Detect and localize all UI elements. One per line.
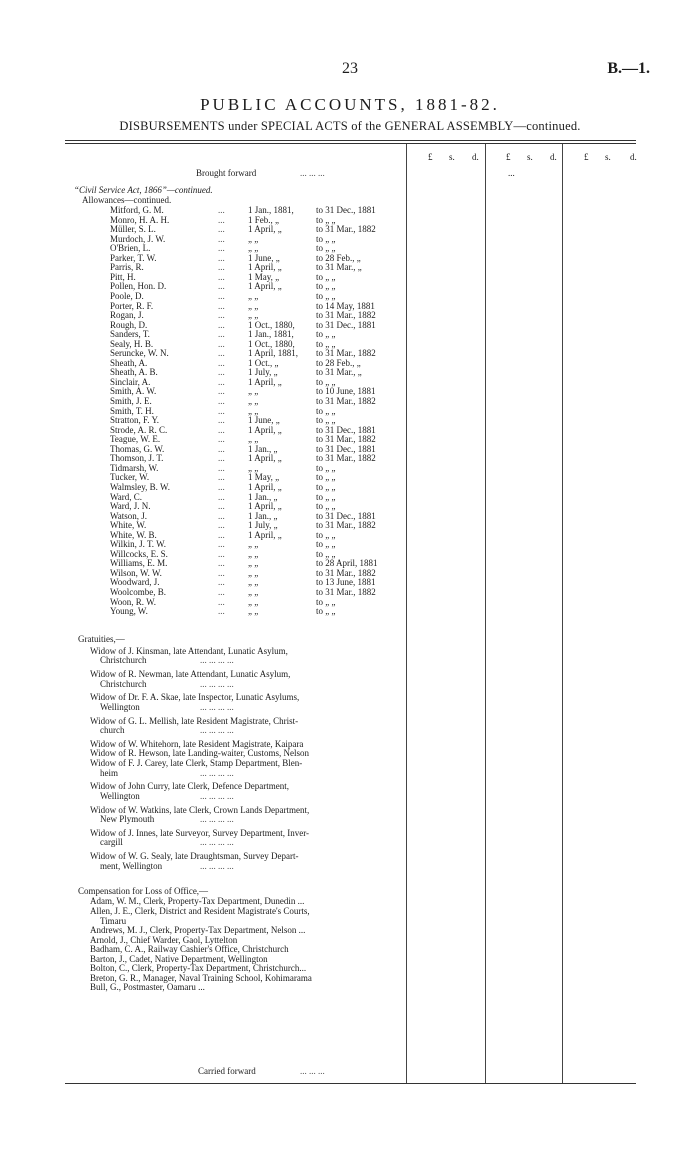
gratuity-line: Christchurch (100, 678, 147, 689)
leader-dots: ... (218, 596, 225, 607)
act-heading: “Civil Service Act, 1866”—continued. (74, 185, 213, 195)
leader-dots: ... (218, 271, 225, 282)
leader-dots: ... (218, 290, 225, 301)
leader-dots: ... (218, 567, 225, 578)
allowance-from: 1 April, „ (248, 529, 282, 540)
allowance-to: to 10 June, 1881 (316, 386, 376, 397)
leader-dots: ... (218, 558, 225, 569)
allowance-to: to „ „ (316, 290, 336, 301)
leader-dots: ... (218, 310, 225, 321)
allowance-from: 1 Oct., 1880, (248, 338, 295, 349)
leader-dots: ... (218, 252, 225, 263)
gratuity-line: New Plymouth (100, 814, 155, 825)
allowance-from: 1 Jan., „ (248, 510, 278, 521)
leader-dots: ... (218, 329, 225, 340)
allowance-from: „ „ (248, 606, 259, 617)
allowance-name: Sinclair, A. (110, 376, 151, 387)
allowance-name: White, W. (110, 520, 147, 531)
leader-dots: ... ... ... ... (200, 814, 234, 825)
allowance-from: „ „ (248, 310, 259, 321)
compensation-heading: Compensation for Loss of Office,— (78, 886, 209, 897)
leader-dots: ... (218, 434, 225, 445)
gratuity-line: Wellington (100, 701, 140, 712)
leader-dots: ... (218, 262, 225, 273)
allowance-to: to „ „ (316, 243, 336, 254)
allowance-to: to 31 Mar., 1882 (316, 587, 376, 597)
top-rule (65, 140, 636, 141)
compensation-line: Arnold, J., Chief Warder, Gaol, Lyttelton (90, 934, 238, 945)
allowance-from: 1 Oct., „ (248, 357, 279, 368)
leader-dots: ... (218, 424, 225, 435)
allowance-from: 1 April, „ (248, 481, 282, 492)
gratuity-line: Widow of W. G. Sealy, late Draughtsman, Survey Depart- (90, 851, 299, 862)
allowance-to: to „ „ (316, 596, 336, 607)
leader-dots: ... (218, 587, 225, 597)
allowance-from: 1 Jan., 1881, (248, 329, 294, 340)
gratuity-line: Widow of J. Kinsman, late Attendant, Lunatic Asylum, (90, 645, 288, 656)
gratuity-line: Widow of F. J. Carey, late Clerk, Stamp Department, Blen- (90, 757, 303, 768)
allowance-from: 1 Feb., „ (248, 214, 279, 225)
leader-dots: ... (218, 281, 225, 292)
leader-dots: ... ... ... ... (200, 701, 234, 712)
allowance-name: Sanders, T. (110, 329, 150, 340)
compensation-line: Bull, G., Postmaster, Oamaru ... (90, 982, 205, 993)
allowance-from: 1 Jan., „ (248, 443, 278, 454)
allowance-from: 1 July, „ (248, 520, 278, 531)
allowance-to: to „ „ (316, 491, 336, 502)
gratuity-line: Widow of G. L. Mellish, late Resident Magistrate, Christ- (90, 715, 299, 726)
allowance-name: Rogan, J. (110, 310, 144, 321)
gratuity-line: Widow of J. Innes, late Surveyor, Survey Department, Inver- (90, 827, 310, 838)
allowance-from: 1 April, „ (248, 376, 282, 387)
bottom-rule (65, 1083, 636, 1084)
allowance-to: to „ „ (316, 338, 336, 349)
leader-dots: ... (218, 481, 225, 492)
leader-dots: ... (218, 300, 225, 311)
allowance-from: 1 June, „ (248, 415, 280, 426)
allowance-name: Wilson, W. W. (110, 567, 162, 578)
document-subtitle (0, 119, 700, 134)
leader-dots: ... (218, 510, 225, 521)
allowance-to: to „ „ (316, 376, 336, 387)
allowance-from: 1 April, „ (248, 424, 282, 435)
allowance-name: Tidmarsh, W. (110, 462, 159, 473)
document-reference: B.—1. (607, 60, 650, 77)
page-number: 23 (342, 60, 358, 77)
allowance-name: Wilkin, J. T. W. (110, 539, 167, 550)
leader-dots: ... (218, 453, 225, 464)
allowance-name: Pitt, H. (110, 271, 136, 282)
allowance-name: Porter, R. F. (110, 300, 154, 311)
allowance-name: Willcocks, E. S. (110, 548, 168, 559)
allowance-name: Ward, J. N. (110, 501, 151, 512)
allowance-from: 1 April, 1881, (248, 348, 299, 359)
compensation-line: Badham, C. A., Railway Cashier's Office, Christchurch (90, 944, 289, 955)
document-title: PUBLIC ACCOUNTS, 1881-82. (200, 95, 500, 114)
leader-dots: ... (218, 386, 225, 397)
gratuity-line: Widow of R. Hewson, late Landing-waiter, Customs, Nelson (90, 748, 309, 759)
allowance-from: 1 Jan., „ (248, 491, 278, 502)
gratuity-line: church (100, 725, 125, 736)
leader-dots: ... ... ... ... (200, 767, 234, 778)
leader-dots: ... (218, 472, 225, 483)
allowance-from: 1 Oct., 1880, (248, 319, 295, 330)
allowance-from: „ „ (248, 243, 259, 254)
compensation-line: Andrews, M. J., Clerk, Property-Tax Department, Nelson ... (90, 925, 306, 936)
allowance-to: to 31 Mar., 1882 (316, 520, 376, 531)
allowance-to: to „ „ (316, 529, 336, 540)
pound-symbol: £ (428, 152, 433, 162)
allowance-to: to 31 Dec., 1881 (316, 205, 376, 215)
leader-dots: ... (218, 520, 225, 531)
leader-dots: ... (218, 357, 225, 368)
allowance-name: Parris, R. (110, 262, 144, 273)
allowance-from: „ „ (248, 290, 259, 301)
allowance-name: Parker, T. W. (110, 252, 157, 263)
pence-header: d. (630, 152, 637, 162)
gratuity-line: cargill (100, 837, 123, 848)
allowance-name: Mitford, G. M. (110, 205, 164, 215)
allowance-name: White, W. B. (110, 529, 157, 540)
allowance-from: „ „ (248, 567, 259, 578)
leader-dots: ... (218, 376, 225, 387)
gratuity-line: heim (100, 767, 118, 778)
allowance-from: „ „ (248, 300, 259, 311)
leader-dots: ... (218, 539, 225, 550)
compensation-line: Adam, W. M., Clerk, Property-Tax Department, Dunedin ... (90, 896, 305, 907)
allowance-name: Rough, D. (110, 319, 148, 330)
leader-dots: ... (218, 443, 225, 454)
leader-dots: ... ... ... ... (200, 678, 234, 689)
allowance-from: „ „ (248, 577, 259, 588)
allowance-from: „ „ (248, 386, 259, 397)
allowance-from: „ „ (248, 596, 259, 607)
compensation-line: Allen, J. E., Clerk, District and Resident Magistrate's Courts, (90, 906, 310, 916)
allowance-to: to „ „ (316, 462, 336, 473)
allowance-to: to „ „ (316, 271, 336, 282)
allowance-to: to 31 Mar., 1882 (316, 453, 376, 464)
column-divider (485, 144, 486, 1083)
leader-dots: ... ... ... ... (200, 725, 234, 736)
allowance-name: Monro, H. A. H. (110, 214, 170, 225)
allowances-heading: Allowances—continued. (82, 195, 172, 205)
allowance-name: Young, W. (110, 606, 148, 617)
allowance-to: to 31 Dec., 1881 (316, 510, 376, 521)
carried-forward-label: Carried forward (198, 1066, 256, 1076)
allowance-name: Poole, D. (110, 290, 144, 301)
shillings-header: s. (527, 152, 533, 162)
allowance-to: to 31 Mar., „ (316, 262, 362, 273)
column-divider (562, 144, 563, 1083)
allowance-name: Teague, W. E. (110, 434, 161, 445)
leader-dots: ... ... ... ... (200, 790, 234, 801)
leader-dots: ... (218, 214, 225, 225)
leader-dots: ... (218, 548, 225, 559)
allowance-name: Thomas, G. W. (110, 443, 165, 454)
allowance-from: „ „ (248, 405, 259, 416)
leader-dots: ... (218, 338, 225, 349)
allowance-from: 1 June, „ (248, 252, 280, 263)
top-rule-inner (65, 143, 636, 144)
subtitle-text: DISBURSEMENTS under SPECIAL ACTS of the GENERAL ASSEMBLY—continued. (119, 119, 581, 133)
leader-dots: ... (218, 319, 225, 330)
allowance-from: 1 July, „ (248, 367, 278, 378)
allowance-to: to „ „ (316, 472, 336, 483)
leader-dots: ... (218, 577, 225, 588)
allowance-name: O'Brien, L. (110, 243, 151, 254)
allowance-to: to 31 Mar., 1882 (316, 567, 376, 578)
allowance-name: Tucker, W. (110, 472, 150, 483)
allowance-name: Strode, A. R. C. (110, 424, 168, 435)
allowance-name: Smith, J. E. (110, 396, 152, 406)
leader-dots: ... (218, 233, 225, 244)
leader-dots: ... ... ... ... (200, 837, 234, 848)
leader-dots: ... (218, 348, 225, 359)
compensation-line: Barton, J., Cadet, Native Department, Wellington (90, 953, 268, 964)
allowance-to: to „ „ (316, 214, 336, 225)
allowance-from: 1 May, „ (248, 271, 280, 282)
allowance-to: to „ „ (316, 405, 336, 416)
allowance-to: to „ „ (316, 329, 336, 340)
gratuity-line: Widow of R. Newman, late Attendant, Lunatic Asylum, (90, 668, 291, 679)
allowance-to: to „ „ (316, 539, 336, 550)
gratuity-line: Widow of Dr. F. A. Skae, late Inspector, Lunatic Asylums, (90, 692, 300, 703)
leader-dots: ... (218, 415, 225, 426)
leader-dots: ... (218, 405, 225, 416)
leader-dots: ... (218, 367, 225, 378)
gratuity-line: Christchurch (100, 655, 147, 666)
allowance-to: to 31 Dec., 1881 (316, 424, 376, 435)
pence-header: d. (550, 152, 557, 162)
allowance-from: 1 April, „ (248, 281, 282, 292)
column-divider (406, 144, 407, 1083)
shillings-header: s. (605, 152, 611, 162)
leader-dots: ... ... ... (300, 1066, 325, 1076)
leader-dots: ... (218, 606, 225, 617)
allowance-name: Sheath, A. (110, 357, 148, 368)
pound-symbol: £ (506, 152, 511, 162)
shillings-header: s. (449, 152, 455, 162)
allowance-to: to 31 Mar., 1882 (316, 396, 376, 406)
allowance-to: to „ „ (316, 481, 336, 492)
allowance-name: Müller, S. L. (110, 224, 156, 235)
allowance-to: to 31 Mar., 1882 (316, 434, 376, 445)
allowance-name: Pollen, Hon. D. (110, 281, 167, 292)
allowance-to: to 31 Mar., 1882 (316, 224, 376, 235)
leader-dots: ... (218, 529, 225, 540)
allowance-to: to „ „ (316, 501, 336, 512)
leader-dots: ... ... ... ... (200, 860, 234, 871)
compensation-line: Breton, G. R., Manager, Naval Training School, Kohimarama (90, 972, 312, 983)
allowance-from: 1 Jan., 1881, (248, 205, 294, 215)
allowance-name: Thomson, J. T. (110, 453, 164, 464)
allowance-to: to 14 May, 1881 (316, 300, 375, 311)
allowance-to: to „ „ (316, 548, 336, 559)
allowance-from: „ „ (248, 233, 259, 244)
allowance-name: Murdoch, J. W. (110, 233, 166, 244)
allowance-from: 1 April, „ (248, 262, 282, 273)
allowance-name: Stratton, F. Y. (110, 415, 160, 426)
allowance-from: 1 April, „ (248, 501, 282, 512)
leader-dots: ... ... ... (300, 168, 325, 178)
allowance-name: Williams, E. M. (110, 558, 168, 569)
leader-dots: ... (218, 462, 225, 473)
leader-dots: ... (218, 396, 225, 406)
allowance-name: Walmsley, B. W. (110, 481, 170, 492)
pence-header: d. (472, 152, 479, 162)
compensation-line: Timaru (100, 915, 127, 926)
allowance-from: „ „ (248, 548, 259, 559)
gratuity-line: Wellington (100, 790, 140, 801)
allowance-to: to 28 Feb., „ (316, 252, 361, 263)
allowance-name: Watson, J. (110, 510, 148, 521)
leader-dots: ... (218, 243, 225, 254)
gratuities-heading: Gratuities,— (78, 633, 125, 644)
allowance-name: Seruncke, W. N. (110, 348, 169, 359)
gratuity-line: ment, Wellington (100, 860, 163, 871)
brought-forward-c2: ... (508, 168, 515, 178)
allowance-to: to „ „ (316, 281, 336, 292)
allowance-to: to 13 June, 1881 (316, 577, 376, 588)
allowance-name: Woolcombe, B. (110, 587, 167, 597)
pound-symbol: £ (584, 152, 589, 162)
allowance-from: „ „ (248, 587, 259, 597)
allowance-name: Sheath, A. B. (110, 367, 158, 378)
allowance-name: Woodward, J. (110, 577, 160, 588)
allowance-name: Smith, T. H. (110, 405, 154, 416)
allowance-name: Woon, R. W. (110, 596, 157, 607)
allowance-to: to 28 April, 1881 (316, 558, 378, 569)
compensation-line: Bolton, C., Clerk, Property-Tax Department, Christchurch... (90, 963, 307, 974)
allowance-from: „ „ (248, 462, 259, 473)
allowance-to: to „ „ (316, 233, 336, 244)
allowance-to: to 31 Mar., 1882 (316, 310, 376, 321)
allowance-from: 1 April, „ (248, 224, 282, 235)
leader-dots: ... ... ... ... (200, 655, 234, 666)
allowance-to: to 31 Dec., 1881 (316, 443, 376, 454)
allowance-from: „ „ (248, 434, 259, 445)
leader-dots: ... (218, 501, 225, 512)
gratuity-line: Widow of W. Watkins, late Clerk, Crown Lands Department, (90, 804, 310, 815)
allowance-to: to 28 Feb., „ (316, 357, 361, 368)
allowance-to: to 31 Dec., 1881 (316, 319, 376, 330)
allowance-from: „ „ (248, 396, 259, 406)
allowance-to: to „ „ (316, 606, 336, 617)
allowance-from: 1 April, „ (248, 453, 282, 464)
allowance-name: Sealy, H. B. (110, 338, 154, 349)
allowance-name: Ward, C. (110, 491, 143, 502)
leader-dots: ... (218, 205, 225, 215)
brought-forward-label: Brought forward (196, 168, 257, 178)
allowance-from: „ „ (248, 539, 259, 550)
allowance-from: „ „ (248, 558, 259, 569)
leader-dots: ... (218, 224, 225, 235)
allowance-name: Smith, A. W. (110, 386, 157, 397)
allowance-to: to 31 Mar., „ (316, 367, 362, 378)
gratuity-line: Widow of John Curry, late Clerk, Defence Department, (90, 781, 289, 792)
allowance-to: to „ „ (316, 415, 336, 426)
leader-dots: ... (218, 491, 225, 502)
allowance-from: 1 May, „ (248, 472, 280, 483)
allowance-to: to 31 Mar., 1882 (316, 348, 376, 359)
gratuity-line: Widow of W. Whitehorn, late Resident Magistrate, Kaipara (90, 738, 304, 749)
